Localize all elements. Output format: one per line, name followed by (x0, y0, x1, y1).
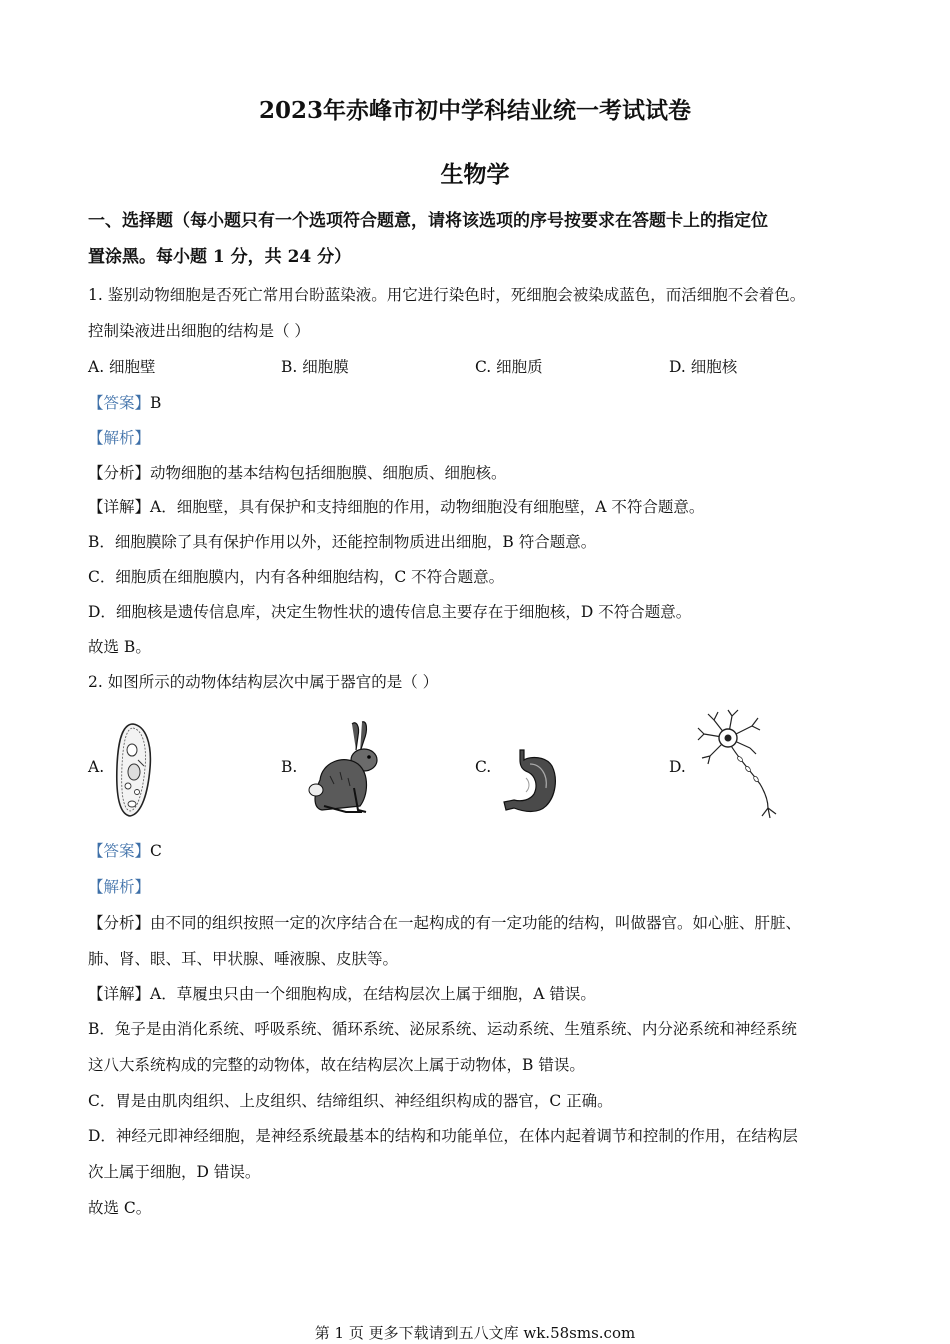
subject-title: 生物学 (440, 161, 510, 188)
q1-stem-line1: 1. 鉴别动物细胞是否死亡常用台盼蓝染液。用它进行染色时，死细胞会被染成蓝色，而活细胞不会着色。 (88, 286, 806, 304)
q1-xiangjie (88, 496, 863, 518)
xiangjie-tag: 【详解】 (88, 498, 151, 516)
xiangjie-text: A．细胞壁，具有保护和支持细胞的作用，动物细胞没有细胞壁，A 不符合题意。 (150, 498, 705, 516)
section-heading-line1: 一、选择题（每小题只有一个选项符合题意，请将该选项的序号按要求在答题卡上的指定位 (88, 211, 768, 231)
page-footer: 第 1 页 更多下载请到五八文库 wk.58sms.com (314, 1324, 636, 1342)
q1-conclusion: 故选 B。 (88, 638, 151, 656)
answer-value: C (150, 842, 162, 860)
q2-fenxi-line1 (88, 912, 863, 934)
answer-value: B (150, 394, 162, 412)
fenxi-tag: 【分析】 (88, 464, 151, 482)
q2-option-d-label: D. (669, 758, 686, 776)
neuron-image (694, 708, 790, 820)
q1-detail-c: C．细胞质在细胞膜内，内有各种细胞结构，C 不符合题意。 (88, 568, 505, 586)
fenxi-text: 由不同的组织按照一定的次序结合在一起构成的有一定功能的结构，叫做器官。如心脏、肝脏、 (150, 914, 802, 932)
section-heading-line2: 置涂黑。每小题 1 分，共 24 分） (88, 247, 352, 267)
xiangjie-text: A．草履虫只由一个细胞构成，在结构层次上属于细胞，A 错误。 (150, 985, 596, 1003)
q2-stem: 2. 如图所示的动物体结构层次中属于器官的是（ ） (88, 673, 439, 691)
q1-detail-b: B．细胞膜除了具有保护作用以外，还能控制物质进出细胞，B 符合题意。 (88, 533, 597, 551)
q2-detail-d-line2: 次上属于细胞，D 错误。 (88, 1163, 261, 1181)
q1-stem-line2: 控制染液进出细胞的结构是（ ） (88, 322, 310, 340)
q1-fenxi (88, 462, 863, 484)
fenxi-text: 动物细胞的基本结构包括细胞膜、细胞质、细胞核。 (150, 464, 507, 482)
exam-title: 2023年赤峰市初中学科结业统一考试试卷 (258, 97, 691, 124)
q1-option-d: D. 细胞核 (669, 358, 738, 376)
stomach-image (500, 748, 560, 818)
q1-option-b: B. 细胞膜 (281, 358, 349, 376)
rabbit-image (300, 718, 392, 818)
q2-option-a-label: A. (88, 758, 105, 776)
q2-option-b-label: B. (281, 758, 298, 776)
paramecium-image (108, 720, 158, 820)
answer-tag: 【答案】 (88, 842, 151, 860)
fenxi-tag: 【分析】 (88, 914, 151, 932)
q1-analysis-tag: 【解析】 (88, 429, 151, 447)
q2-analysis-tag: 【解析】 (88, 878, 151, 896)
q2-detail-b-line1: B．兔子是由消化系统、呼吸系统、循环系统、泌尿系统、运动系统、生殖系统、内分泌系统和神经系统 (88, 1020, 797, 1038)
q2-conclusion: 故选 C。 (88, 1199, 152, 1217)
q1-option-c: C. 细胞质 (475, 358, 543, 376)
q2-option-c-label: C. (475, 758, 492, 776)
answer-tag: 【答案】 (88, 394, 151, 412)
q2-fenxi-line2: 肺、肾、眼、耳、甲状腺、唾液腺、皮肤等。 (88, 950, 399, 968)
xiangjie-tag: 【详解】 (88, 985, 151, 1003)
q1-answer (88, 392, 863, 414)
q1-option-a: A. 细胞壁 (88, 358, 156, 376)
q2-detail-c: C．胃是由肌肉组织、上皮组织、结缔组织、神经组织构成的器官，C 正确。 (88, 1092, 613, 1110)
q2-answer (88, 840, 863, 862)
q2-detail-b-line2: 这八大系统构成的完整的动物体，故在结构层次上属于动物体，B 错误。 (88, 1056, 585, 1074)
q2-detail-d-line1: D．神经元即神经细胞，是神经系统最基本的结构和功能单位，在体内起着调节和控制的作用，在结构层 (88, 1127, 798, 1145)
q1-detail-d: D．细胞核是遗传信息库，决定生物性状的遗传信息主要存在于细胞核，D 不符合题意。 (88, 603, 692, 621)
q2-xiangjie (88, 983, 863, 1005)
